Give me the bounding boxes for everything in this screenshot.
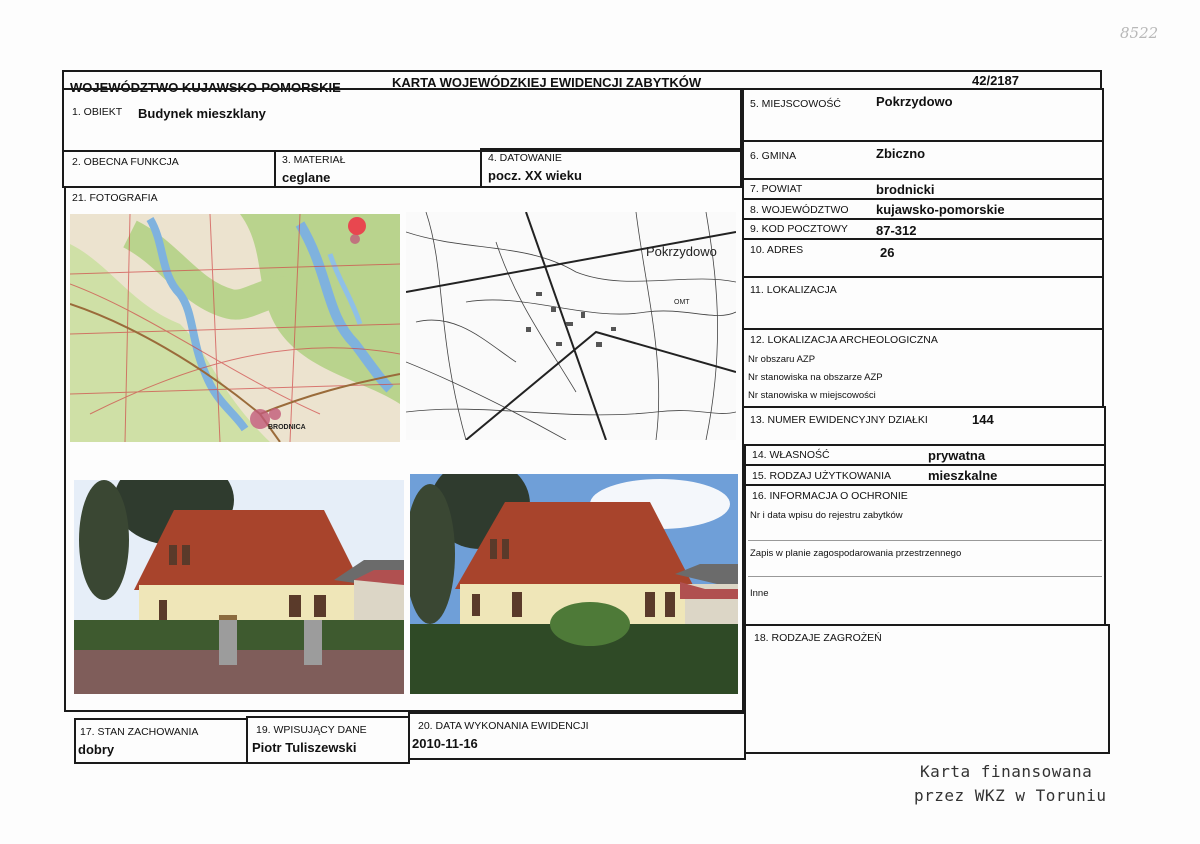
obiekt-label: 1. OBIEKT [72, 106, 123, 118]
data-wyk-label: 20. DATA WYKONANIA EWIDENCJI [418, 720, 589, 732]
material-value: ceglane [282, 170, 331, 185]
gmina-value: Zbiczno [876, 146, 926, 161]
data-wyk-value: 2010-11-16 [412, 736, 478, 751]
field-zagrozenia [744, 624, 1110, 754]
lok-arch-line-1: Nr obszaru AZP [748, 354, 816, 365]
ochrona-divider-2 [748, 576, 1102, 577]
ochrona-label: 16. INFORMACJA O OCHRONIE [752, 490, 908, 502]
uzytkowanie-label: 15. RODZAJ UŻYTKOWANIA [752, 470, 892, 482]
field-stan [74, 718, 248, 764]
stan-label: 17. STAN ZACHOWANIA [80, 726, 199, 738]
lok-arch-line-2: Nr stanowiska na obszarze AZP [748, 372, 883, 383]
field-wpisujacy [246, 716, 410, 764]
dzialka-value: 144 [972, 412, 994, 427]
field-gmina [742, 140, 1104, 180]
field-datowanie [480, 148, 742, 188]
lokalizacja-label: 11. LOKALIZACJA [750, 284, 837, 296]
topographic-map [70, 214, 400, 442]
field-uzytkowanie [744, 464, 1106, 486]
field-data-wykonania [408, 712, 746, 760]
field-wojewodztwo [742, 198, 1104, 220]
adres-label: 10. ADRES [750, 244, 804, 256]
field-adres [742, 238, 1104, 278]
fotografia-label: 21. FOTOGRAFIA [72, 192, 158, 204]
field-lokalizacja [742, 276, 1104, 330]
datowanie-label: 4. DATOWANIE [488, 152, 562, 164]
field-funkcja [62, 150, 276, 188]
lok-arch-label: 12. LOKALIZACJA ARCHEOLOGICZNA [750, 334, 938, 346]
lok-arch-line-3: Nr stanowiska w miejscowości [748, 390, 876, 401]
topo-map-label: BRODNICA [268, 424, 306, 431]
kod-value: 87-312 [876, 223, 917, 238]
field-material [274, 150, 482, 188]
bw-map-label: Pokrzydowo [646, 244, 717, 259]
uzytkowanie-value: mieszkalne [928, 468, 998, 483]
stan-value: dobry [78, 742, 115, 757]
house-photo-2 [410, 474, 738, 694]
wojewodztwo-value: kujawsko-pomorskie [876, 202, 1005, 217]
wpisujacy-label: 19. WPISUJĄCY DANE [256, 724, 367, 736]
field-numer-dzialki [742, 406, 1106, 446]
material-label: 3. MATERIAŁ [282, 154, 346, 166]
cadastral-map [406, 212, 736, 440]
wlasnosc-value: prywatna [928, 448, 986, 463]
adres-value: 26 [880, 245, 895, 260]
field-lokalizacja-archeologiczna [742, 328, 1104, 408]
ochrona-divider-1 [748, 540, 1102, 541]
pencil-note: 8522 [1120, 24, 1159, 42]
zagrozenia-label: 18. RODZAJE ZAGROŻEŃ [754, 632, 882, 644]
dzialka-label: 13. NUMER EWIDENCYJNY DZIAŁKI [750, 414, 928, 426]
miejscowosc-value: Pokrzydowo [876, 94, 953, 109]
wlasnosc-label: 14. WŁASNOŚĆ [752, 449, 830, 461]
financing-stamp-line-2: przez WKZ w Toruniu [914, 786, 1107, 805]
powiat-value: brodnicki [876, 182, 935, 197]
powiat-label: 7. POWIAT [750, 183, 803, 195]
field-ochrona [744, 484, 1106, 626]
ochrona-line-3: Inne [750, 588, 769, 599]
location-marker-icon [348, 217, 366, 235]
financing-stamp-line-1: Karta finansowana [920, 762, 1093, 781]
card-number: 42/2187 [972, 73, 1019, 88]
field-powiat [742, 178, 1104, 200]
field-wlasnosc [744, 444, 1106, 466]
datowanie-value: pocz. XX wieku [488, 168, 582, 183]
field-obiekt [62, 88, 742, 152]
field-miejscowosc [742, 88, 1104, 142]
miejscowosc-label: 5. MIEJSCOWOŚĆ [750, 98, 842, 110]
card-title: KARTA WOJEWÓDZKIEJ EWIDENCJI ZABYTKÓW [392, 75, 702, 90]
obiekt-value: Budynek mieszklany [138, 106, 266, 121]
region-title: WOJEWÓDZTWO KUJAWSKO-POMORSKIE [70, 80, 341, 95]
ochrona-line-1: Nr i data wpisu do rejestru zabytków [750, 510, 903, 521]
kod-label: 9. KOD POCZTOWY [750, 223, 848, 235]
bw-map-omt: OMT [674, 299, 690, 306]
gmina-label: 6. GMINA [750, 150, 797, 162]
ochrona-line-2: Zapis w planie zagospodarowania przestrzennego [750, 548, 962, 559]
wpisujacy-value: Piotr Tuliszewski [252, 740, 357, 755]
funkcja-label: 2. OBECNA FUNKCJA [72, 156, 179, 168]
wojewodztwo-label: 8. WOJEWÓDZTWO [750, 204, 849, 216]
field-kod-pocztowy [742, 218, 1104, 240]
house-photo-1 [74, 480, 404, 694]
